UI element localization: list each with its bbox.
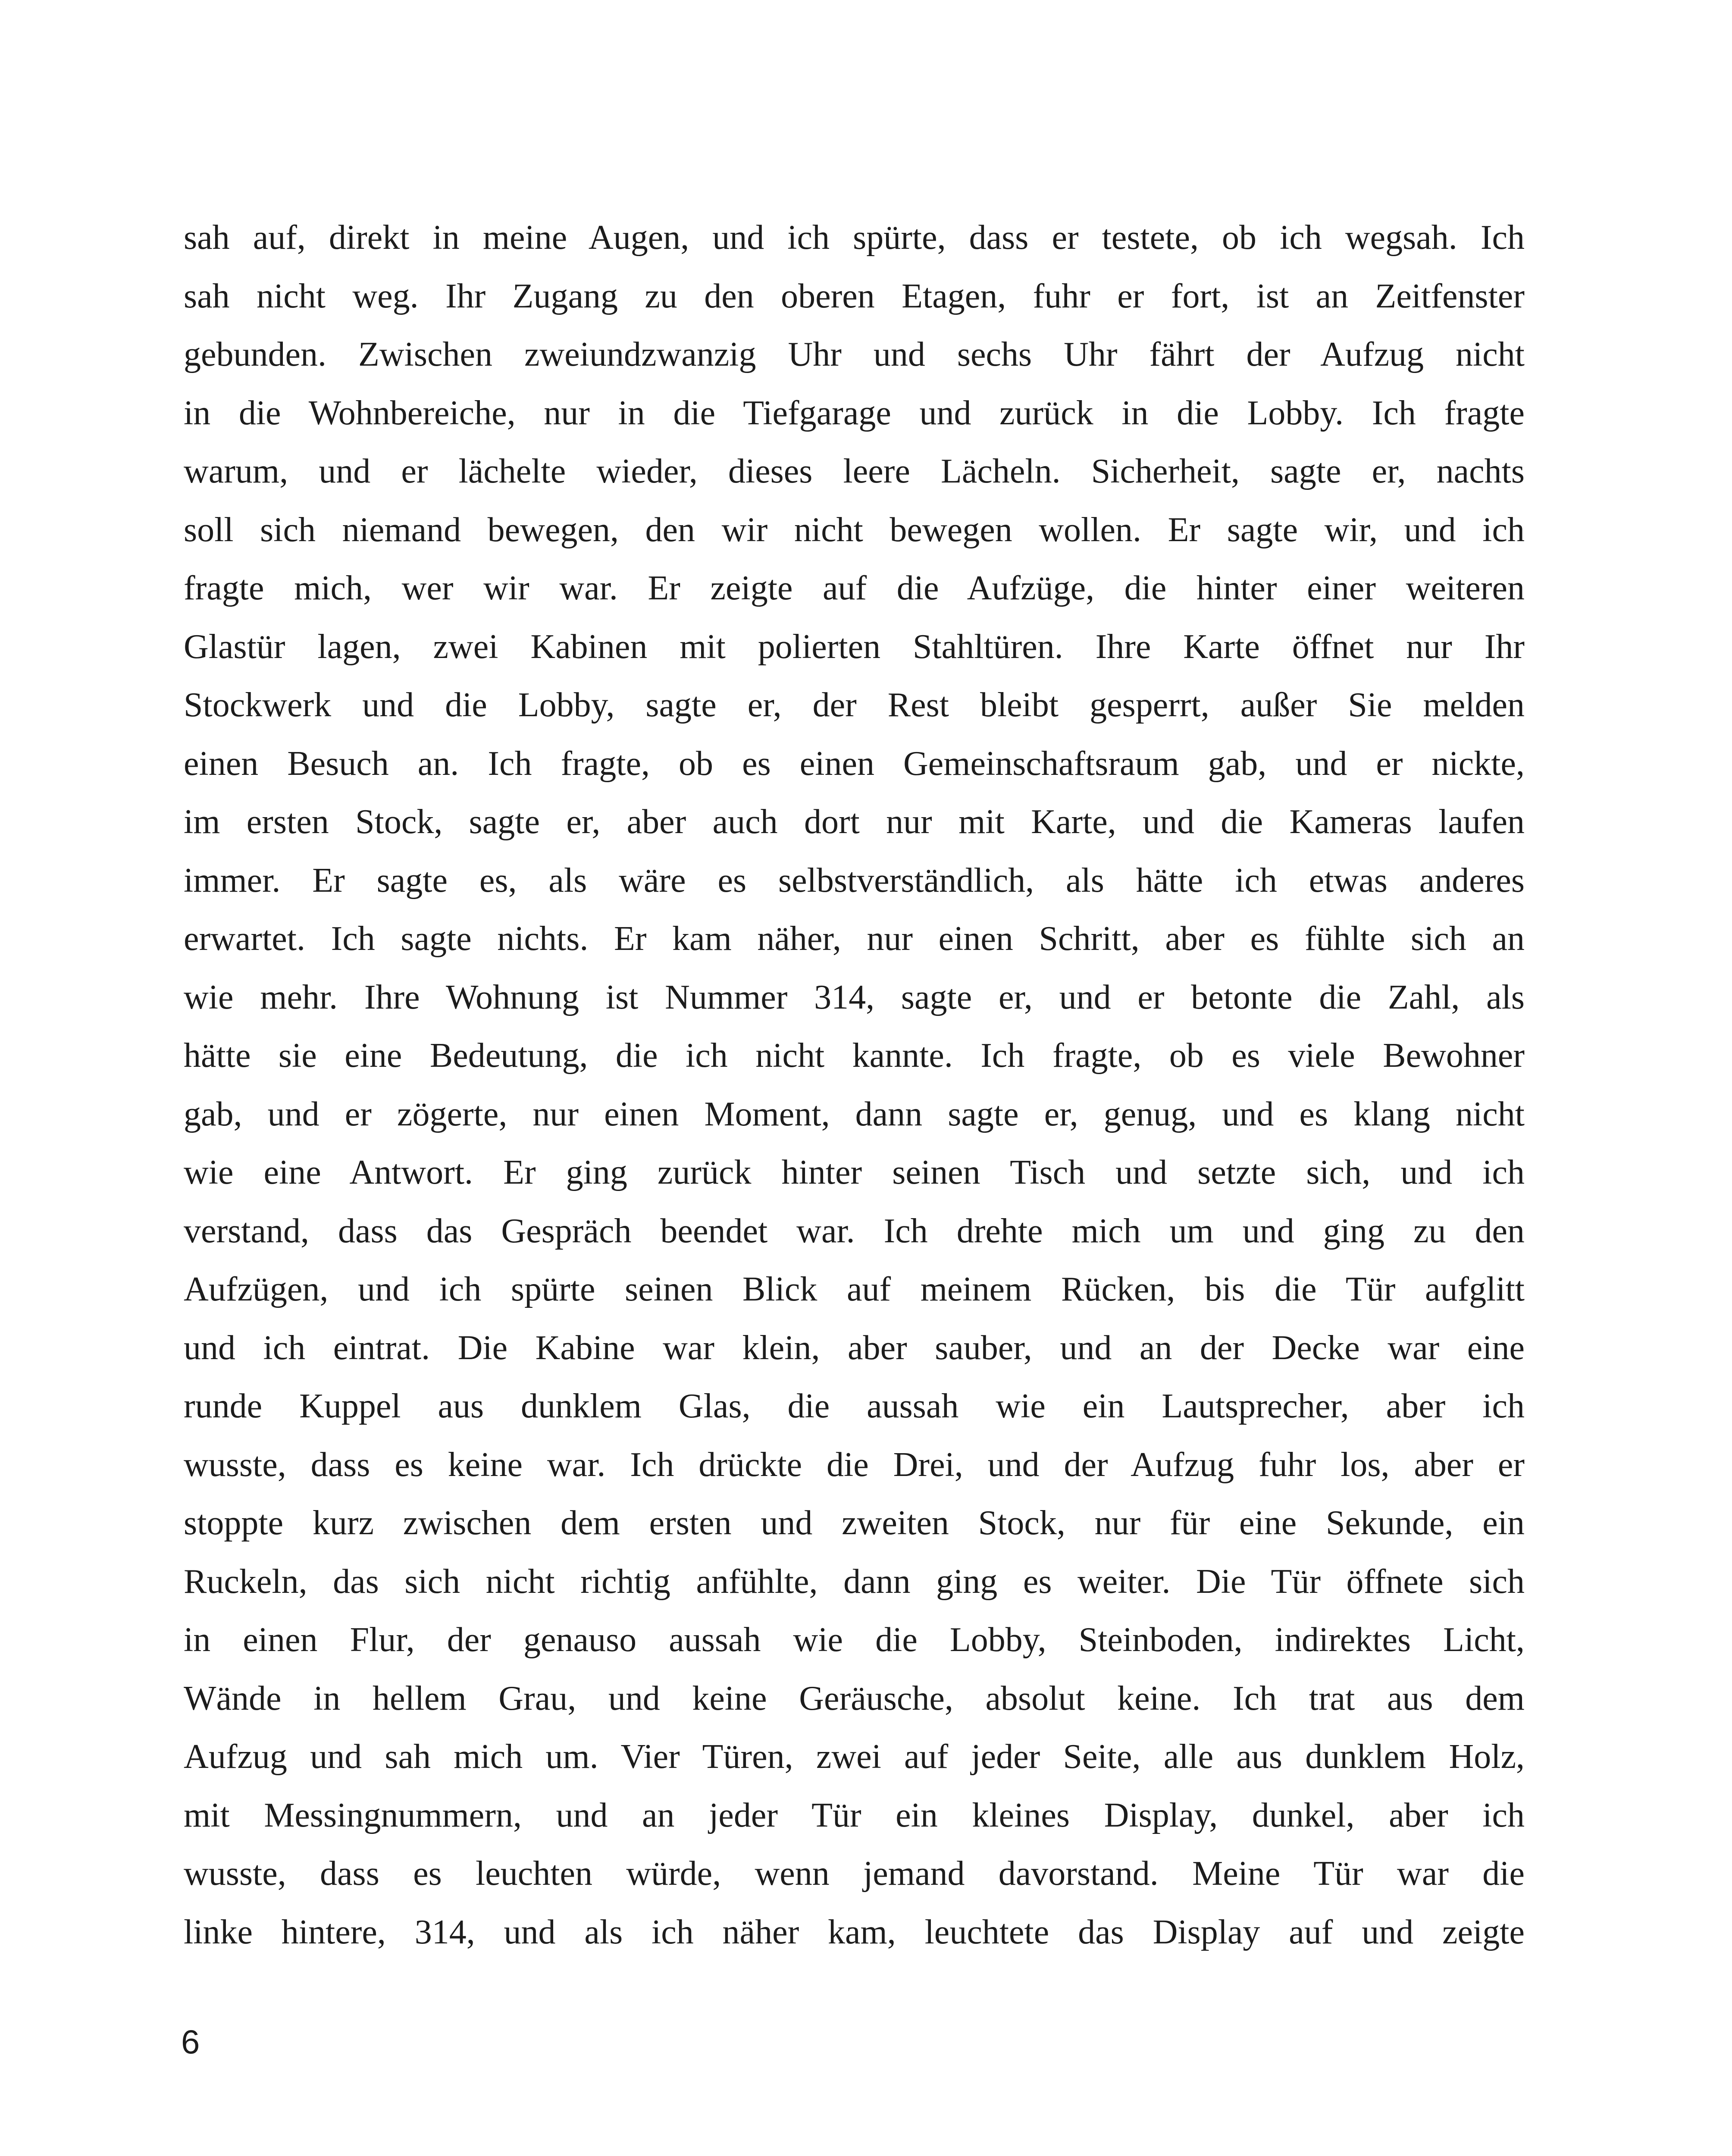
text-line: sah nicht weg. Ihr Zugang zu den oberen Etagen, fuhr er fort, ist an Zeitfenster [184,277,1525,315]
text-line: immer. Er sagte es, als wäre es selbstverständlich, als hätte ich etwas anderes [184,861,1525,899]
text-line: und ich eintrat. Die Kabine war klein, aber sauber, und an der Decke war eine [184,1329,1525,1367]
text-line: einen Besuch an. Ich fragte, ob es einen Gemeinschaftsraum gab, und er nickte, [184,744,1525,783]
text-line: stoppte kurz zwischen dem ersten und zweiten Stock, nur für eine Sekunde, ein [184,1504,1525,1542]
text-line: erwartet. Ich sagte nichts. Er kam näher, nur einen Schritt, aber es fühlte sich an [184,920,1525,958]
text-line: Wände in hellem Grau, und keine Geräusche, absolut keine. Ich trat aus dem [184,1679,1525,1717]
text-line: im ersten Stock, sagte er, aber auch dort nur mit Karte, und die Kameras laufen [184,803,1525,841]
text-line: in einen Flur, der genauso aussah wie die Lobby, Steinboden, indirektes Licht, [184,1621,1525,1659]
text-line: wie mehr. Ihre Wohnung ist Nummer 314, sagte er, und er betonte die Zahl, als [184,978,1525,1016]
body-text [184,209,1525,1962]
text-line: Glastür lagen, zwei Kabinen mit polierten Stahltüren. Ihre Karte öffnet nur Ihr [184,627,1525,666]
text-line: sah auf, direkt in meine Augen, und ich spürte, dass er testete, ob ich wegsah. Ich [184,219,1525,257]
text-line: soll sich niemand bewegen, den wir nicht bewegen wollen. Er sagte wir, und ich [184,511,1525,549]
text-line: warum, und er lächelte wieder, dieses leere Lächeln. Sicherheit, sagte er, nachts [184,452,1525,490]
text-line: hätte sie eine Bedeutung, die ich nicht kannte. Ich fragte, ob es viele Bewohner [184,1037,1525,1075]
page-number: 6 [181,2023,200,2061]
text-line: Ruckeln, das sich nicht richtig anfühlte, dann ging es weiter. Die Tür öffnete sich [184,1562,1525,1601]
text-line: linke hintere, 314, und als ich näher kam, leuchtete das Display auf und zeigte [184,1913,1525,1951]
text-line: wusste, dass es leuchten würde, wenn jemand davorstand. Meine Tür war die [184,1855,1525,1893]
text-line: verstand, dass das Gespräch beendet war. Ich drehte mich um und ging zu den [184,1212,1525,1250]
text-line: wie eine Antwort. Er ging zurück hinter seinen Tisch und setzte sich, und ich [184,1153,1525,1191]
text-line: Aufzug und sah mich um. Vier Türen, zwei auf jeder Seite, alle aus dunklem Holz, [184,1738,1525,1776]
text-line: gab, und er zögerte, nur einen Moment, dann sagte er, genug, und es klang nicht [184,1095,1525,1133]
text-line: fragte mich, wer wir war. Er zeigte auf die Aufzüge, die hinter einer weiteren [184,569,1525,607]
text-line: in die Wohnbereiche, nur in die Tiefgarage und zurück in die Lobby. Ich fragte [184,394,1525,432]
text-line: gebunden. Zwischen zweiundzwanzig Uhr und sechs Uhr fährt der Aufzug nicht [184,335,1525,373]
text-line: Stockwerk und die Lobby, sagte er, der Rest bleibt gesperrt, außer Sie melden [184,686,1525,724]
text-line: mit Messingnummern, und an jeder Tür ein kleines Display, dunkel, aber ich [184,1796,1525,1834]
text-line: wusste, dass es keine war. Ich drückte die Drei, und der Aufzug fuhr los, aber er [184,1445,1525,1484]
text-line: Aufzügen, und ich spürte seinen Blick auf meinem Rücken, bis die Tür aufglitt [184,1270,1525,1308]
text-line: runde Kuppel aus dunklem Glas, die aussah wie ein Lautsprecher, aber ich [184,1387,1525,1425]
